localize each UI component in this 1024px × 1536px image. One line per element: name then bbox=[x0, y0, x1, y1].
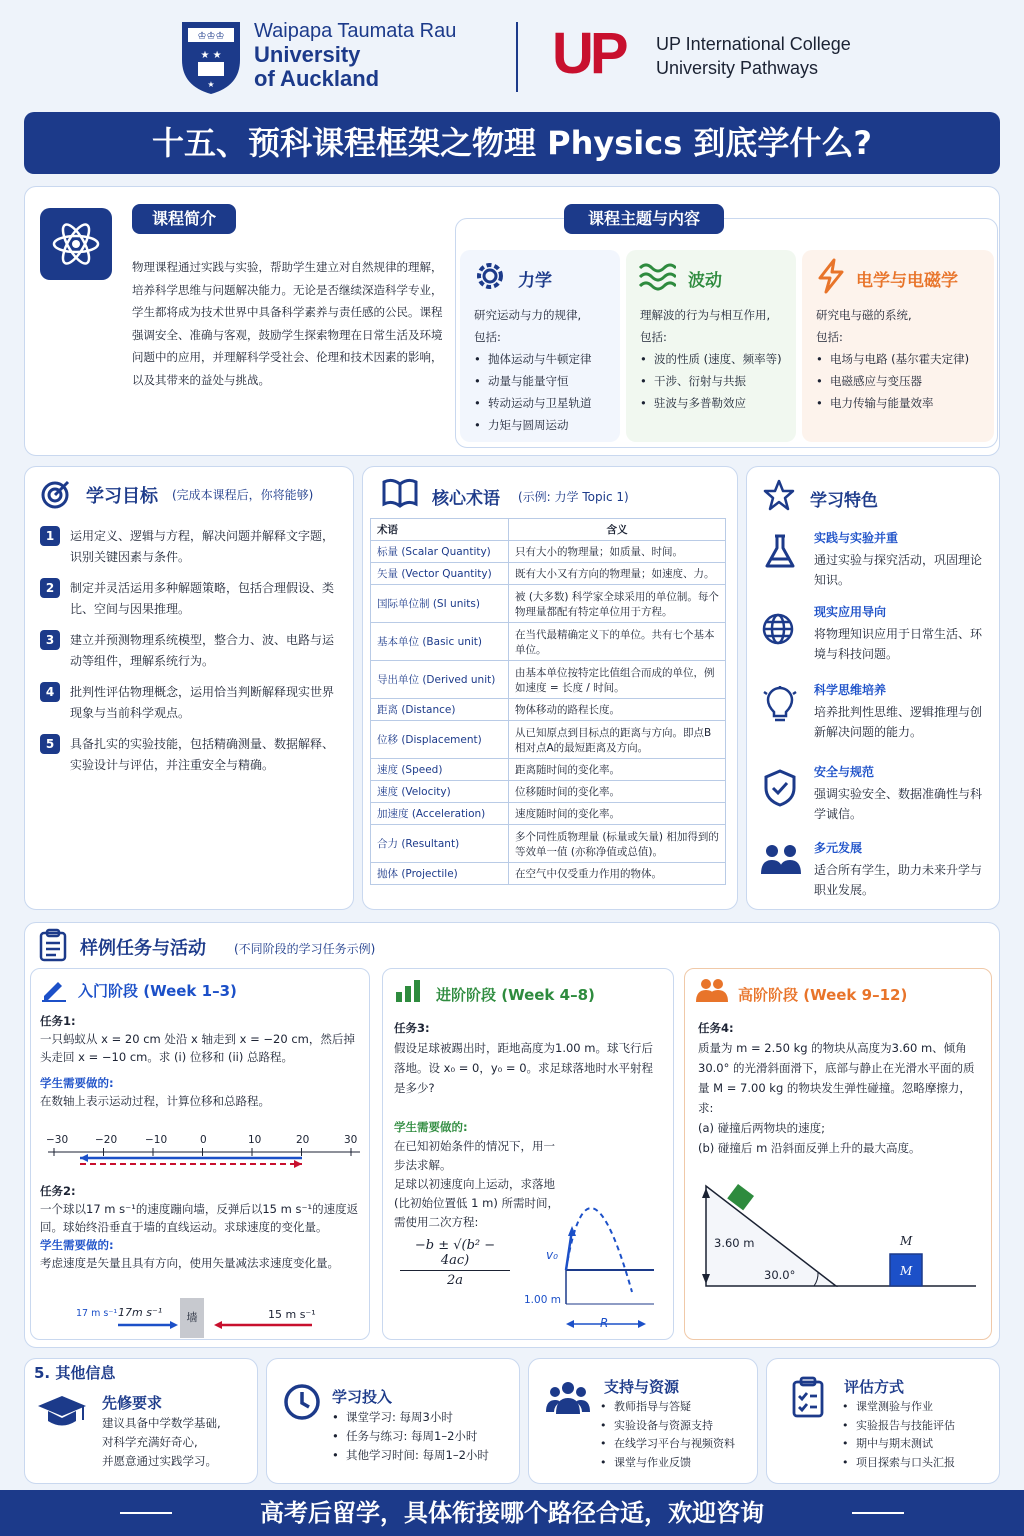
need-text: 在数轴上表示运动过程，计算位移和总路程。 bbox=[40, 1094, 270, 1108]
topic-bullet: • 干涉、衍射与共振 bbox=[640, 370, 796, 392]
meaning-cell: 速度随时间的变化率。 bbox=[509, 803, 726, 825]
incline-angle-label: 30.0° bbox=[764, 1268, 796, 1282]
shield-icon bbox=[762, 768, 798, 812]
block-M-inside-label: M bbox=[900, 1264, 913, 1278]
feature-title: 现实应用导向 bbox=[814, 605, 887, 619]
lightbulb-icon bbox=[762, 686, 798, 730]
title-banner bbox=[24, 112, 1000, 174]
flask-icon bbox=[762, 532, 798, 576]
clipboard-icon bbox=[38, 928, 68, 966]
meaning-cell: 只有大小的物理量；如质量、时间。 bbox=[509, 541, 726, 563]
term-cell: 位移 (Displacement) bbox=[371, 721, 509, 759]
support-item: • 实验设备与资源支持 bbox=[600, 1417, 754, 1436]
term-cell: 速度 (Speed) bbox=[371, 759, 509, 781]
feature-title: 科学思维培养 bbox=[814, 683, 887, 697]
time-item: • 课堂学习: 每周3小时 bbox=[332, 1408, 516, 1427]
topic-title-electricity: 电学与电磁学 bbox=[856, 271, 958, 291]
feature-text: 通过实验与探究活动，巩固理论知识。 bbox=[814, 553, 983, 587]
topic-desc: 研究运动与力的规律, bbox=[474, 308, 582, 322]
meaning-cell: 在空气中仅受重力作用的物体。 bbox=[509, 863, 726, 885]
phase-title-beginner: 入门阶段 (Week 1–3) bbox=[78, 982, 237, 1000]
range-label: R bbox=[600, 1316, 609, 1330]
goal-text: 建立并预测物理系统模型，整合力、波、电路与运动等组件，理解系统行为。 bbox=[70, 633, 335, 668]
page-title: 十五、预科课程框架之物理 Physics 到底学什么? bbox=[152, 124, 872, 162]
topic-desc: 包括: bbox=[640, 330, 667, 344]
incline-height-label: 3.60 m bbox=[714, 1236, 755, 1250]
topic-desc: 包括: bbox=[816, 330, 843, 344]
tick-label: 20 bbox=[296, 1134, 310, 1146]
goal-number: 4 bbox=[40, 682, 60, 702]
assess-item: • 课堂测验与作业 bbox=[842, 1398, 996, 1417]
topic-bullet: • 驻波与多普勒效应 bbox=[640, 392, 796, 414]
feature-text: 培养批判性思维、逻辑推理与创新解决问题的能力。 bbox=[814, 705, 983, 739]
topic-title-waves: 波动 bbox=[688, 271, 722, 291]
need-text: 考虑速度是矢量且具有方向，使用矢量减法求速度变化量。 bbox=[40, 1256, 339, 1270]
checklist-icon bbox=[790, 1376, 826, 1422]
topic-desc: 理解波的行为与相互作用, bbox=[640, 308, 771, 322]
terms-table bbox=[370, 518, 726, 885]
height-label: 1.00 m bbox=[524, 1294, 561, 1306]
goal-number: 3 bbox=[40, 630, 60, 650]
group-icon bbox=[696, 978, 728, 1006]
goal-text: 具备扎实的实验技能，包括精确测量、数据解释、实验设计与评估，并注重安全与精确。 bbox=[70, 737, 335, 772]
need-text: 足球以初速度向上运动，求落地 (比初始位置低 1 m) 所需时间，需使用二次方程: bbox=[394, 1177, 559, 1229]
svg-text:♔♔♔: ♔♔♔ bbox=[197, 31, 225, 42]
footer-line-right bbox=[852, 1512, 904, 1514]
tick-label: 10 bbox=[248, 1134, 262, 1146]
time-item: • 任务与练习: 每周1–2小时 bbox=[332, 1427, 516, 1446]
goal-text: 制定并灵活运用多种解题策略，包括合理假设、类比、空间与因果推理。 bbox=[70, 581, 335, 616]
topic-bullet: • 抛体运动与牛顿定律 bbox=[474, 348, 620, 370]
need-label: 学生需要做的: bbox=[40, 1238, 114, 1252]
feature-text: 强调实验安全、数据准确性与科学诚信。 bbox=[814, 787, 983, 821]
meaning-cell: 位移随时间的变化率。 bbox=[509, 781, 726, 803]
topic-bullet: • 转动运动与卫星轨道 bbox=[474, 392, 620, 414]
waves-icon bbox=[638, 260, 676, 296]
topic-bullet: • 波的性质 (速度、频率等) bbox=[640, 348, 796, 370]
task-label: 任务2: bbox=[40, 1184, 76, 1198]
pencil-icon bbox=[40, 976, 68, 1006]
table-row bbox=[371, 863, 726, 885]
meaning-cell: 物体移动的路程长度。 bbox=[509, 699, 726, 721]
task-label: 任务4: bbox=[698, 1021, 734, 1035]
tick-label: −20 bbox=[95, 1134, 118, 1146]
atom-icon bbox=[40, 208, 112, 280]
star-icon bbox=[762, 478, 796, 516]
table-row bbox=[371, 803, 726, 825]
table-row bbox=[371, 825, 726, 863]
support-item: • 在线学习平台与视频资料 bbox=[600, 1435, 754, 1454]
velocity-in-label: 17 m s⁻¹ bbox=[76, 1308, 118, 1319]
term-cell: 抛体 (Projectile) bbox=[371, 863, 509, 885]
formula-denominator: 2a bbox=[446, 1273, 464, 1288]
feature-text: 将物理知识应用于日常生活、环境与科技问题。 bbox=[814, 627, 983, 661]
bar-chart-icon bbox=[394, 978, 424, 1006]
task-label: 任务3: bbox=[394, 1021, 430, 1035]
other-title: 5. 其他信息 bbox=[34, 1364, 116, 1382]
need-label: 学生需要做的: bbox=[394, 1120, 468, 1134]
time-title: 学习投入 bbox=[332, 1388, 393, 1406]
terms-col-meaning: 含义 bbox=[509, 519, 726, 541]
meaning-cell: 多个同性质物理量 (标量或矢量) 相加得到的等效单一值 (亦称净值或总值)。 bbox=[509, 825, 726, 863]
book-icon bbox=[382, 478, 418, 512]
goals-subtitle: (完成本课程后，你将能够) bbox=[172, 488, 314, 502]
support-title: 支持与资源 bbox=[604, 1378, 680, 1396]
table-row bbox=[371, 661, 726, 699]
tasks-title: 样例任务与活动 bbox=[80, 938, 206, 959]
prereq-line: 建议具备中学数学基础, bbox=[102, 1416, 221, 1430]
v0-label: v₀ bbox=[546, 1248, 558, 1262]
phase-title-advanced: 高阶阶段 (Week 9–12) bbox=[738, 986, 908, 1004]
meaning-cell: 由基本单位按特定比值组合而成的单位，例如速度 = 长度 / 时间。 bbox=[509, 661, 726, 699]
velocity-in-handwritten: 17m s⁻¹ bbox=[118, 1306, 163, 1319]
task-text: 一个球以17 m s⁻¹的速度蹦向墙，反弹后以15 m s⁻¹的速度返回。球始终沿垂直于墙的直线运动。求球速度的变化量。 bbox=[40, 1202, 359, 1234]
assess-item: • 项目探索与口头汇报 bbox=[842, 1454, 996, 1473]
velocity-diagram bbox=[40, 1296, 362, 1336]
formula-numerator: −b ± √(b² − 4ac) bbox=[400, 1238, 510, 1271]
task-text: 质量为 m = 2.50 kg 的物块从高度为3.60 m、倾角 30.0° 的光滑斜面滑下，底部与静止在光滑水平面的质量 M = 7.00 kg 的物块发生弹性碰撞。忽略摩擦力，求: bbox=[698, 1041, 975, 1115]
assess-title: 评估方式 bbox=[844, 1378, 905, 1396]
task-label: 任务1: bbox=[40, 1014, 76, 1028]
footer-banner bbox=[0, 1490, 1024, 1536]
tick-label: 0 bbox=[200, 1134, 207, 1146]
phase-title-intermediate: 进阶阶段 (Week 4–8) bbox=[436, 986, 595, 1004]
intro-text: 物理课程通过实践与实验，帮助学生建立对自然规律的理解，培养科学思维与问题解决能力。无论是否继续深造科学专业，学生都将成为技术世界中具备科学素养与责任感的公民。课程强调安全、准确与客观，鼓励学生探索物理在日常生活及环境问题中的应用，并理解科学受社会、伦理和技术因素的影响，以及其带来的益处与挑战。 bbox=[132, 260, 443, 387]
term-cell: 矢量 (Vector Quantity) bbox=[371, 563, 509, 585]
meaning-cell: 既有大小又有方向的物理量；如速度、力。 bbox=[509, 563, 726, 585]
support-people-icon bbox=[546, 1380, 590, 1418]
meaning-cell: 从已知原点到目标点的距离与方向。即点B相对点A的最短距离及方向。 bbox=[509, 721, 726, 759]
topic-desc: 包括: bbox=[474, 330, 501, 344]
up-logo: UP bbox=[552, 21, 625, 86]
goal-number: 2 bbox=[40, 578, 60, 598]
topic-bullet: • 动量与能量守恒 bbox=[474, 370, 620, 392]
number-line bbox=[40, 1130, 362, 1170]
footer-line-left bbox=[120, 1512, 172, 1514]
term-cell: 国际单位制 (SI units) bbox=[371, 585, 509, 623]
topic-bullet: • 力矩与圆周运动 bbox=[474, 414, 620, 436]
term-cell: 导出单位 (Derived unit) bbox=[371, 661, 509, 699]
term-cell: 基本单位 (Basic unit) bbox=[371, 623, 509, 661]
assess-item: • 实验报告与技能评估 bbox=[842, 1417, 996, 1436]
topic-bullet: • 电磁感应与变压器 bbox=[816, 370, 994, 392]
task-question: (a) 碰撞后两物块的速度; bbox=[698, 1121, 826, 1135]
support-item: • 教师指导与答疑 bbox=[600, 1398, 754, 1417]
svg-text:★: ★ bbox=[207, 80, 215, 89]
topic-bullet: • 电场与电路 (基尔霍夫定律) bbox=[816, 348, 994, 370]
clock-icon bbox=[282, 1382, 322, 1426]
topic-bullet: • 电力传输与能量效率 bbox=[816, 392, 994, 414]
topics-label: 课程主题与内容 bbox=[564, 204, 724, 234]
table-row bbox=[371, 721, 726, 759]
table-row bbox=[371, 585, 726, 623]
uoa-logo bbox=[180, 20, 242, 96]
need-label: 学生需要做的: bbox=[40, 1076, 114, 1090]
gear-icon bbox=[472, 258, 508, 298]
uoa-line1: Waipapa Taumata Rau bbox=[254, 20, 457, 42]
topic-title-mechanics: 力学 bbox=[518, 271, 552, 291]
task-text: 假设足球被踢出时，距地高度为1.00 m。球飞行后落地。设 x₀ = 0，y₀ = 0。求足球落地时水平射程是多少? bbox=[394, 1041, 654, 1095]
up-line2: University Pathways bbox=[656, 58, 819, 78]
terms-subtitle: (示例: 力学 Topic 1) bbox=[518, 490, 629, 504]
goals-title: 学习目标 bbox=[86, 486, 158, 507]
features-title: 学习特色 bbox=[810, 491, 878, 511]
velocity-out-label: 15 m s⁻¹ bbox=[268, 1308, 316, 1321]
svg-text:★ ★: ★ ★ bbox=[200, 50, 222, 61]
terms-col-term: 术语 bbox=[371, 519, 509, 541]
header-divider bbox=[516, 22, 518, 92]
incline-diagram bbox=[696, 1176, 986, 1296]
term-cell: 标量 (Scalar Quantity) bbox=[371, 541, 509, 563]
feature-title: 多元发展 bbox=[814, 841, 863, 855]
time-item: • 其他学习时间: 每周1–2小时 bbox=[332, 1446, 516, 1465]
goal-number: 5 bbox=[40, 734, 60, 754]
people-icon bbox=[760, 842, 802, 880]
meaning-cell: 在当代最精确定义下的单位。共有七个基本单位。 bbox=[509, 623, 726, 661]
assess-item: • 期中与期末测试 bbox=[842, 1435, 996, 1454]
up-line1: UP International College bbox=[656, 34, 851, 54]
table-row bbox=[371, 623, 726, 661]
lightning-icon bbox=[816, 258, 846, 298]
prereq-line: 对科学充满好奇心, bbox=[102, 1435, 198, 1449]
tick-label: −10 bbox=[145, 1134, 168, 1146]
prereq-line: 并愿意通过实践学习。 bbox=[102, 1454, 217, 1468]
graduation-cap-icon bbox=[36, 1394, 88, 1434]
tick-label: 30 bbox=[344, 1134, 358, 1146]
task-question: (b) 碰撞后 m 沿斜面反弹上升的最大高度。 bbox=[698, 1141, 921, 1155]
table-row bbox=[371, 563, 726, 585]
wall: 墙 bbox=[180, 1298, 204, 1338]
topic-desc: 研究电与磁的系统, bbox=[816, 308, 912, 322]
goal-text: 批判性评估物理概念，运用恰当判断解释现实世界现象与当前科学观点。 bbox=[70, 685, 335, 720]
term-cell: 加速度 (Acceleration) bbox=[371, 803, 509, 825]
terms-title: 核心术语 bbox=[432, 489, 500, 509]
uoa-line2: University bbox=[254, 42, 361, 67]
term-cell: 距离 (Distance) bbox=[371, 699, 509, 721]
feature-title: 安全与规范 bbox=[814, 765, 875, 779]
tasks-subtitle: (不同阶段的学习任务示例) bbox=[234, 942, 376, 956]
goal-number: 1 bbox=[40, 526, 60, 546]
quadratic-formula bbox=[400, 1238, 510, 1288]
block-M-label: M bbox=[900, 1234, 913, 1248]
target-icon bbox=[40, 478, 72, 514]
support-item: • 课堂与作业反馈 bbox=[600, 1454, 754, 1473]
footer-text: 高考后留学，具体衔接哪个路径合适，欢迎咨询 bbox=[260, 1499, 764, 1527]
goal-text: 运用定义、逻辑与方程，解决问题并解释文字题，识别关键因素与条件。 bbox=[70, 529, 335, 564]
feature-text: 适合所有学生，助力未来升学与职业发展。 bbox=[814, 863, 983, 897]
term-cell: 速度 (Velocity) bbox=[371, 781, 509, 803]
intro-label: 课程简介 bbox=[132, 204, 236, 234]
meaning-cell: 距离随时间的变化率。 bbox=[509, 759, 726, 781]
task-text: 一只蚂蚁从 x = 20 cm 处沿 x 轴走到 x = −20 cm，然后掉头走回 x = −10 cm。求 (i) 位移和 (ii) 总路程。 bbox=[40, 1032, 355, 1064]
table-row bbox=[371, 699, 726, 721]
table-row bbox=[371, 759, 726, 781]
globe-icon bbox=[760, 610, 798, 652]
prereq-title: 先修要求 bbox=[102, 1394, 163, 1412]
table-row bbox=[371, 541, 726, 563]
table-row bbox=[371, 781, 726, 803]
term-cell: 合力 (Resultant) bbox=[371, 825, 509, 863]
uoa-line3: of Auckland bbox=[254, 66, 380, 91]
need-text: 在已知初始条件的情况下，用一步法求解。 bbox=[394, 1139, 555, 1172]
meaning-cell: 被 (大多数) 科学家全球采用的单位制。每个物理量都配有特定单位用于方程。 bbox=[509, 585, 726, 623]
projectile-diagram bbox=[520, 1166, 670, 1336]
tick-label: −30 bbox=[46, 1134, 69, 1146]
feature-title: 实践与实验并重 bbox=[814, 531, 899, 545]
